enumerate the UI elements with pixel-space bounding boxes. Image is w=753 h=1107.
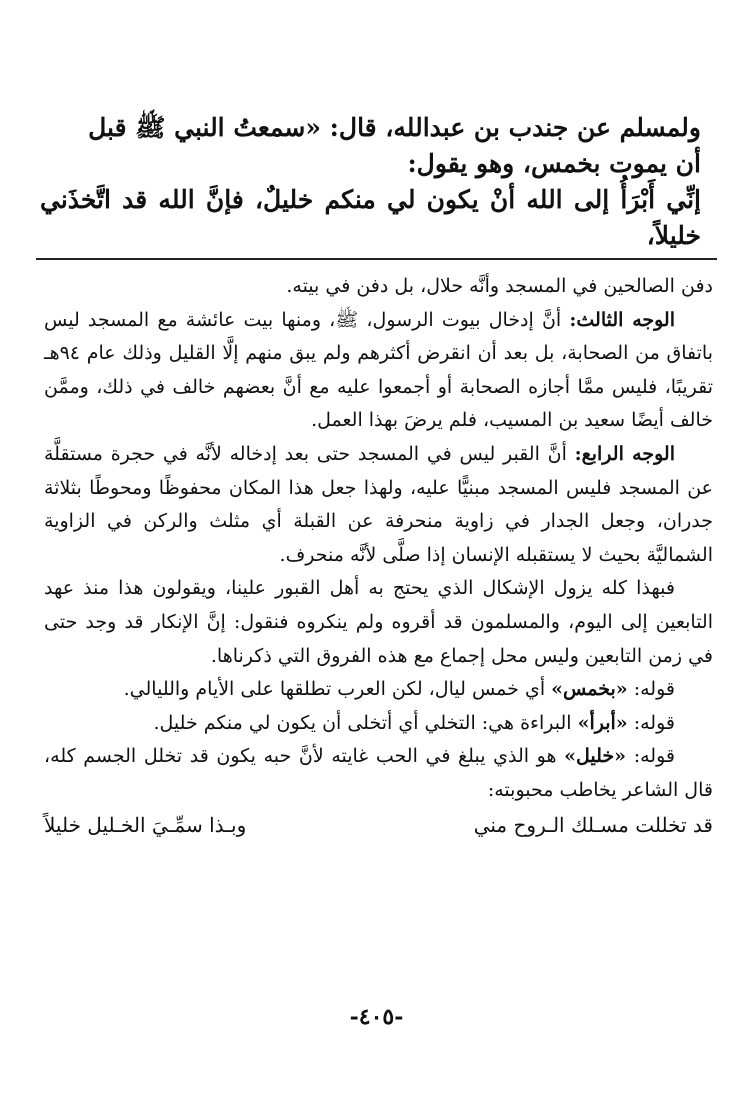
hadith-line-3: إنِّي أَبْرَأُ إلى الله أنْ يكون لي منكم خليلٌ، فإنَّ الله قد اتَّخذَني خليلاً، [40,185,701,250]
third-aspect-label: الوجه الثالث: [569,308,676,331]
paragraph-fourth-aspect [44,438,713,572]
hadith-line-2: أن يموت بخمس، وهو يقول: [407,149,701,178]
verse-first-hemistich: قد تخللت مسـلك الـروح مني [473,812,713,837]
khams-prefix: قوله: [633,678,675,701]
paragraph-conclusion: فبهذا كله يزول الإشكال الذي يحتج به أهل القبور علينا، ويقولون هذا منذ عهد التابعين إلى اليوم، والمسلمون قد أقروه ولم ينكروه فنقول: إنَّ الإنكار قد وجد حتى في زمن التابعين وليس محل إجماع مع هذه الفروق التي ذكرناها. [44,577,713,667]
khams-term: «بخمس» [551,678,628,701]
commentary-text [44,270,713,842]
poetry-verse [44,809,713,843]
abra-prefix: قوله: [633,711,675,734]
paragraph-khalil [44,740,713,807]
third-aspect-text: أنَّ إدخال بيوت الرسول، ﷺ، ومنها بيت عائشة مع المسجد ليس باتفاق من الصحابة، بل بعد أن انقرض أكثرهم ولم يبق منهم إلَّا القليل وذلك عام ٩٤هـ تقريبًا، فليس ممَّا أجازه الصحابة أو أجمعوا عليه مع أنَّ بعضهم خالف في ذلك، وممَّن خالف أيضًا سعيد بن المسيب، فلم يرضَ بهذا العمل. [44,308,713,432]
khalil-term: «خليل» [564,745,627,768]
paragraph-khams [44,673,713,707]
fourth-aspect-text: أنَّ القبر ليس في المسجد حتى بعد إدخاله لأنَّه في حجرة مستقلَّة عن المسجد فليس المسجد مبنيًّا عليه، ولهذا جعل هذا المكان محفوظًا ومحوطًا بثلاثة جدران، وجعل الجدار في زاوية منحرفة عن القبلة أي مثلث والركن في الزاوية الشماليَّة بحيث لا يستقبله الإنسان إذا صلَّى لأنَّه منحرف. [44,442,713,566]
paragraph-third-aspect [44,304,713,438]
paragraph-abra [44,707,713,741]
abra-term: «أبرأ» [577,711,628,734]
hadith-text [40,110,701,254]
verse-second-hemistich: وبـذا سمِّـيَ الخـليل خليلاً [44,812,247,837]
hadith-line-1: ولمسلم عن جندب بن عبدالله، قال: «سمعتُ النبي ﷺ قبل [88,113,701,142]
separator-rule [36,258,717,260]
fourth-aspect-label: الوجه الرابع: [574,442,675,465]
khalil-text: هو الذي يبلغ في الحب غايته لأنَّ حبه يكون قد تخلل الجسم كله، قال الشاعر يخاطب محبوبته: [44,745,713,801]
khams-text: أي خمس ليال، لكن العرب تطلقها على الأيام والليالي. [123,678,546,701]
abra-text: البراءة هي: التخلي أي أتخلى أن يكون لي منكم خليل. [153,711,572,734]
page-number: -٤٠٥- [349,1004,404,1030]
khalil-prefix: قوله: [633,745,675,768]
paragraph-1: دفن الصالحين في المسجد وأنَّه حلال، بل دفن في بيته. [286,275,713,297]
